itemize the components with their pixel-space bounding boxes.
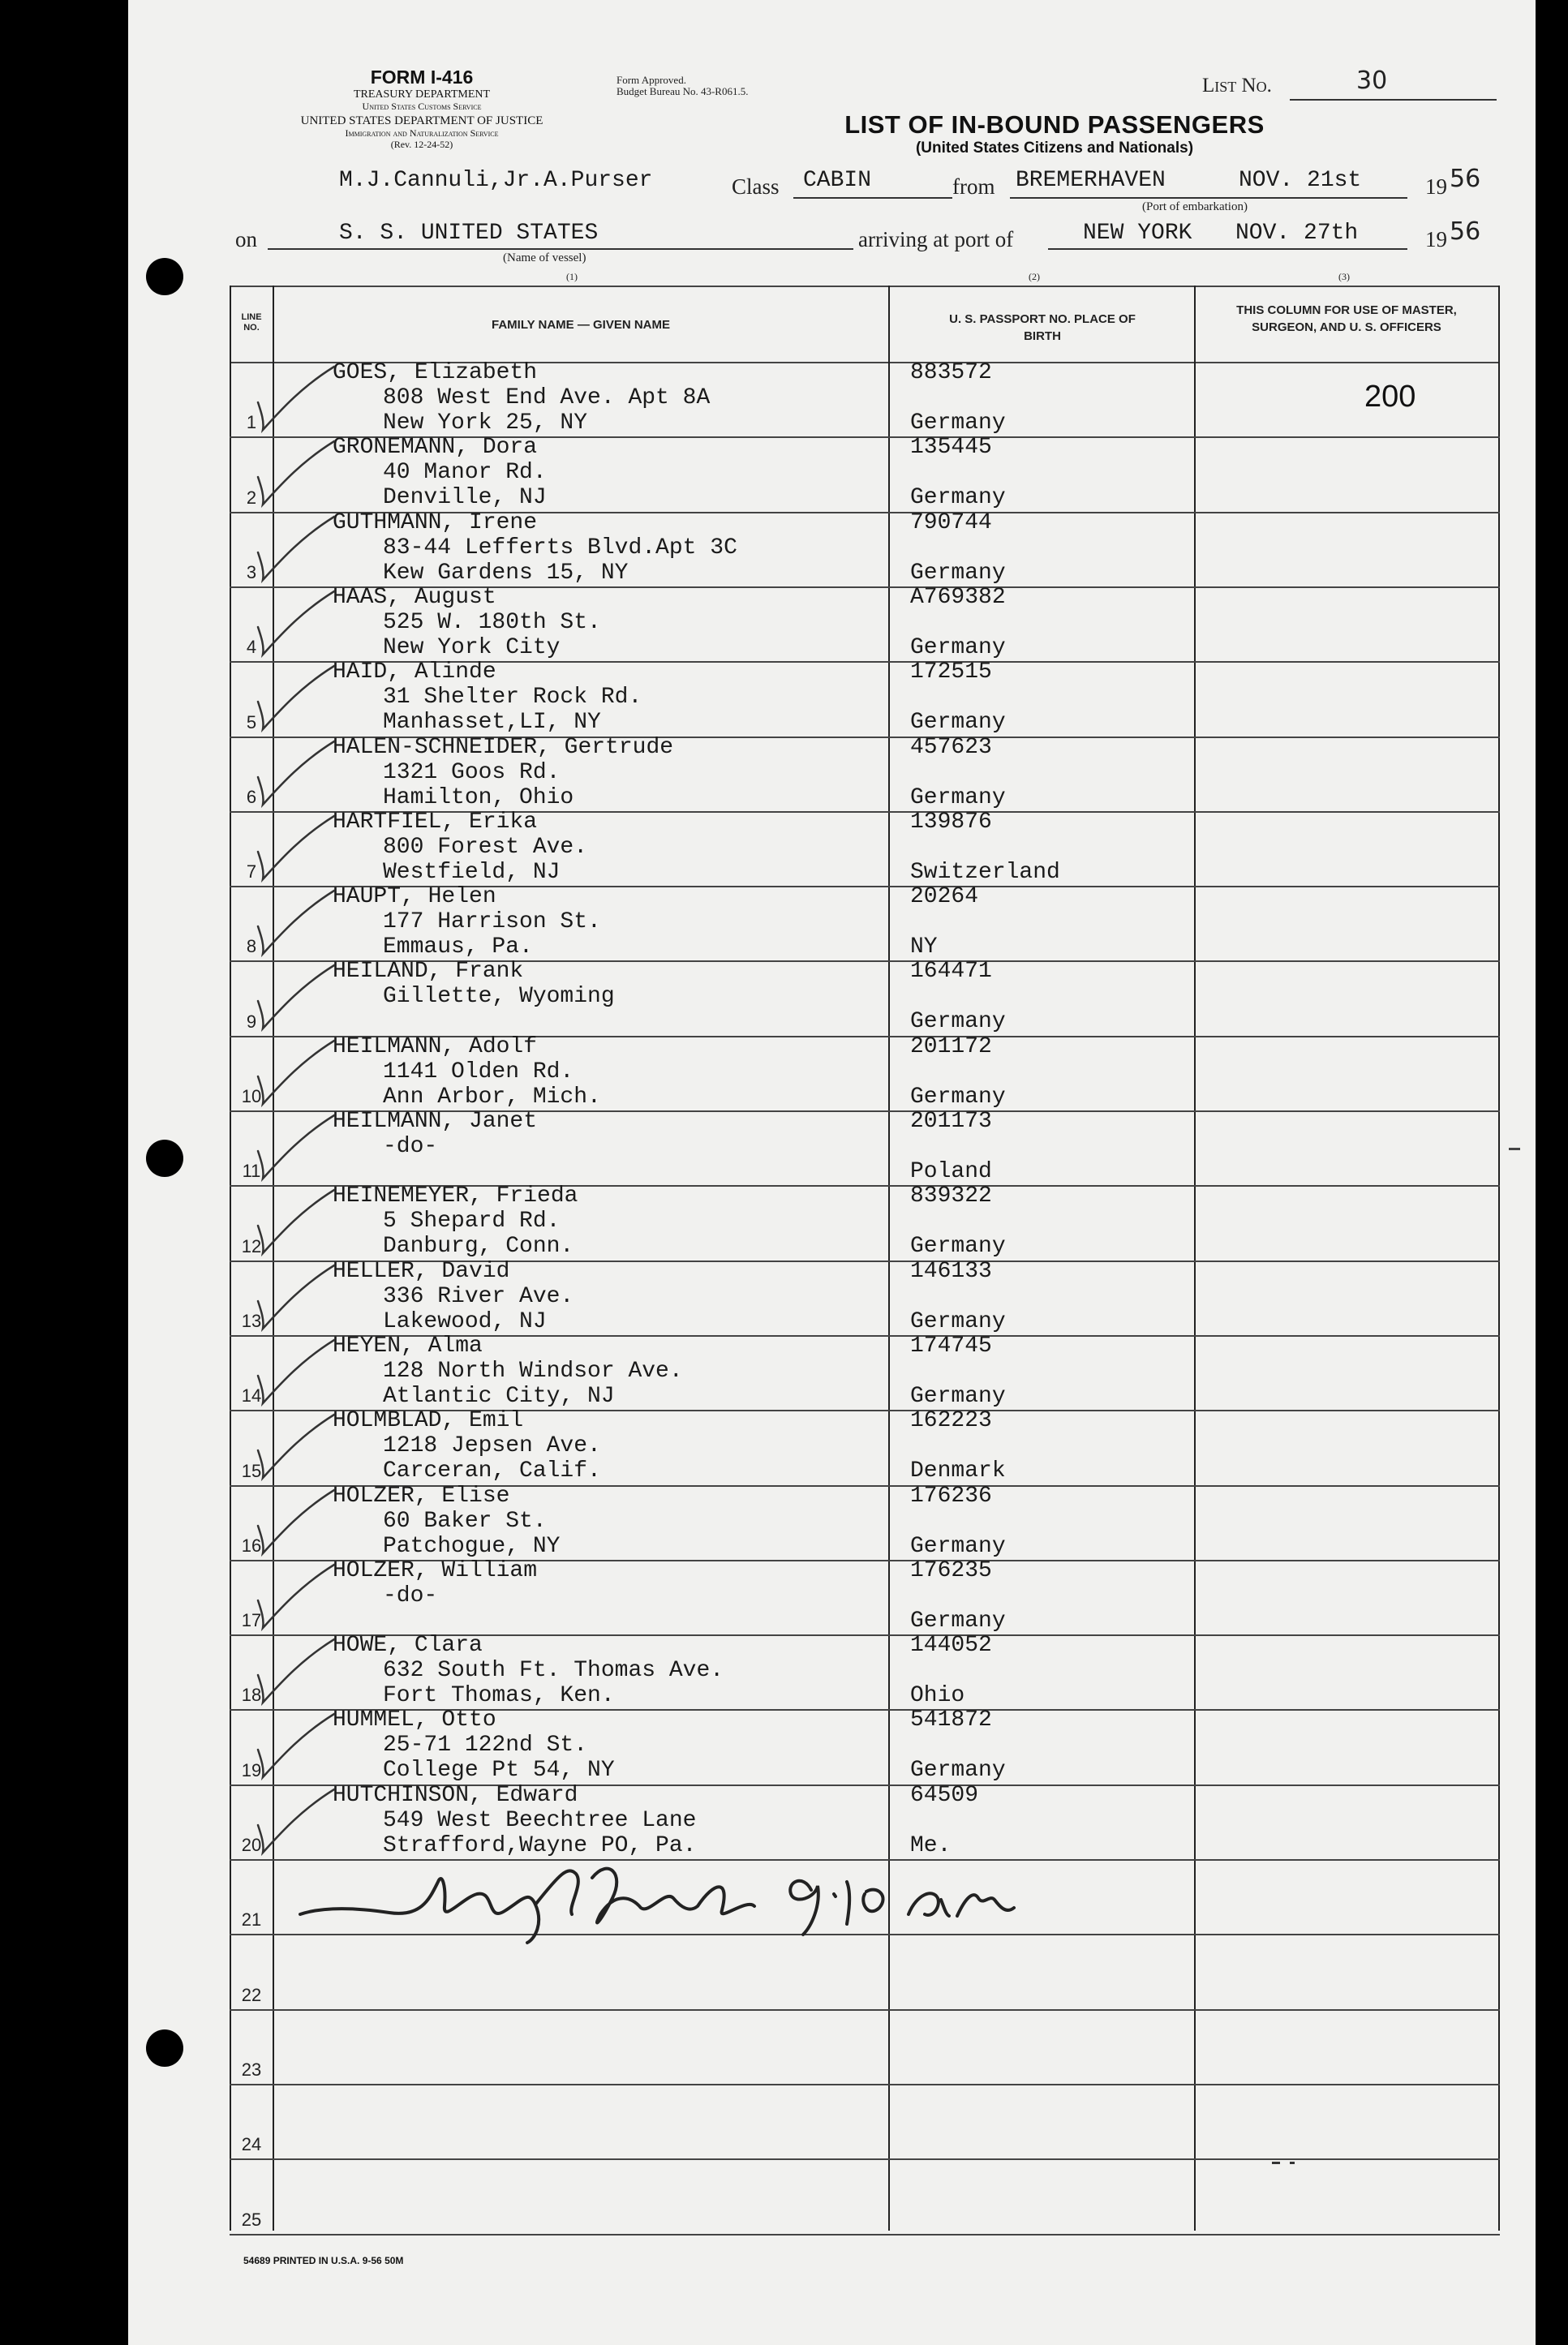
col-num-1: (1)	[566, 271, 578, 282]
margin-mark	[1509, 1148, 1520, 1150]
line-number: 22	[241, 1985, 262, 2005]
passenger-address-2: Denville, NJ	[383, 485, 547, 510]
budget-bureau-text: Budget Bureau No. 43-R061.5.	[616, 85, 749, 97]
check-mark-icon	[243, 813, 341, 886]
passenger-address-1: 808 West End Ave. Apt 8A	[383, 385, 711, 410]
check-mark-icon	[243, 1037, 341, 1110]
passenger-name: HAUPT, Helen	[333, 884, 496, 909]
place-of-birth: Ohio	[910, 1683, 965, 1708]
line-number: 8	[246, 936, 257, 956]
line-number: 4	[246, 637, 257, 657]
passenger-name: HAID, Alinde	[333, 659, 496, 685]
vessel-name: S. S. UNITED STATES	[339, 221, 599, 246]
passport-number: 146133	[910, 1259, 992, 1284]
line-number: 2	[246, 487, 257, 508]
header-name: FAMILY NAME — GIVEN NAME	[491, 318, 671, 332]
dept-justice-sub: Immigration and Naturalization Service	[345, 127, 499, 139]
line-number: 6	[246, 787, 257, 807]
line-number: 1	[246, 412, 257, 432]
line-number: 14	[241, 1385, 262, 1406]
depart-date: NOV. 21st	[1239, 168, 1362, 193]
passenger-name: GUTHMANN, Irene	[333, 510, 538, 535]
check-mark-icon	[243, 363, 341, 436]
year-prefix-2: 19	[1425, 227, 1447, 251]
place-of-birth: Germany	[910, 410, 1006, 436]
check-mark-icon	[243, 738, 341, 811]
check-mark-icon	[243, 962, 341, 1035]
row-rule	[230, 2084, 1500, 2085]
check-mark-icon	[243, 513, 341, 586]
passenger-name: GOES, Elizabeth	[333, 360, 538, 385]
arrival-year: 56	[1450, 217, 1481, 246]
passport-number: 172515	[910, 659, 992, 685]
form-approval	[616, 75, 748, 97]
list-number: 30	[1356, 67, 1388, 95]
passport-number: 144052	[910, 1633, 992, 1658]
line-number: 18	[241, 1685, 262, 1705]
passenger-address-2: New York City	[383, 635, 561, 660]
passenger-name: HUMMEL, Otto	[333, 1707, 496, 1733]
place-of-birth: Switzerland	[910, 860, 1060, 885]
vessel-caption: (Name of vessel)	[503, 251, 586, 264]
place-of-birth: Me.	[910, 1833, 952, 1858]
passport-number: 64509	[910, 1783, 979, 1808]
punch-hole	[146, 1140, 183, 1177]
passenger-address-2: Fort Thomas, Ken.	[383, 1683, 615, 1708]
place-of-birth: NY	[910, 934, 938, 960]
list-no-label: List No.	[1202, 75, 1272, 97]
dept-treasury: TREASURY DEPARTMENT	[353, 88, 491, 101]
port-caption: (Port of embarkation)	[1142, 200, 1248, 213]
passenger-address-1: 1321 Goos Rd.	[383, 760, 561, 785]
line-number: 17	[241, 1610, 262, 1630]
check-mark-icon	[243, 1112, 341, 1185]
check-mark-icon	[243, 1262, 341, 1335]
passenger-name: HOWE, Clara	[333, 1633, 483, 1658]
place-of-birth: Germany	[910, 1608, 1006, 1634]
passenger-name: HEYEN, Alma	[333, 1334, 483, 1359]
line-number: 11	[242, 1161, 261, 1181]
line-number: 19	[241, 1760, 262, 1780]
passport-number: 883572	[910, 360, 992, 385]
check-mark-icon	[243, 887, 341, 960]
passenger-name: HOLZER, Elise	[333, 1484, 510, 1509]
place-of-birth: Germany	[910, 635, 1006, 660]
passenger-address-2: Ann Arbor, Mich.	[383, 1084, 601, 1110]
passenger-address-1: 800 Forest Ave.	[383, 835, 588, 860]
line-number: 13	[241, 1311, 262, 1331]
col-divider-3	[1194, 286, 1196, 2231]
passenger-address-2: Manhasset,LI, NY	[383, 710, 601, 735]
passenger-address-1: 1218 Jepsen Ave.	[383, 1433, 601, 1458]
passenger-address-1: 25-71 122nd St.	[383, 1733, 588, 1758]
line-number: 25	[241, 2210, 262, 2230]
col-num-3: (3)	[1338, 271, 1350, 282]
passport-number: 201173	[910, 1109, 992, 1134]
line-number: 10	[241, 1086, 262, 1106]
header-passport: U. S. PASSPORT NO. PLACE OF BIRTH	[949, 312, 1136, 343]
check-mark-icon	[243, 1786, 341, 1859]
page-title: LIST OF IN-BOUND PASSENGERS	[844, 110, 1265, 139]
passenger-address-2: Kew Gardens 15, NY	[383, 560, 629, 586]
passenger-address-2: Strafford,Wayne PO, Pa.	[383, 1833, 697, 1858]
line-number: 20	[241, 1835, 262, 1855]
on-label: on	[235, 227, 257, 251]
passenger-name: HEILMANN, Adolf	[333, 1034, 538, 1059]
passport-number: 135445	[910, 435, 992, 460]
table-border-right	[1498, 286, 1500, 2231]
officer-remark: 200	[1364, 380, 1416, 414]
passenger-address-2: Hamilton, Ohio	[383, 785, 574, 810]
place-of-birth: Germany	[910, 1009, 1006, 1034]
row-rule	[230, 2234, 1500, 2235]
passenger-address-2: Carceran, Calif.	[383, 1458, 601, 1484]
passenger-address-2: Lakewood, NJ	[383, 1309, 547, 1334]
passenger-name: HELLER, David	[333, 1259, 510, 1284]
passport-number: 790744	[910, 510, 992, 535]
check-mark-icon	[243, 438, 341, 511]
table-border-top	[230, 286, 1500, 287]
dept-treasury-sub: United States Customs Service	[362, 101, 482, 112]
line-number: 21	[241, 1909, 262, 1930]
form-number: FORM I-416	[370, 67, 474, 88]
arrival-port: NEW YORK	[1083, 221, 1192, 246]
table-border-left	[230, 286, 231, 2231]
passenger-address-1: 31 Shelter Rock Rd.	[383, 685, 642, 710]
row-rule	[230, 2158, 1500, 2160]
depart-year: 56	[1450, 165, 1481, 193]
passenger-address-1: 549 West Beechtree Lane	[383, 1808, 697, 1833]
print-footer: 54689 PRINTED IN U.S.A. 9-56 50M	[243, 2255, 404, 2266]
place-of-birth: Germany	[910, 785, 1006, 810]
passenger-address-2: New York 25, NY	[383, 410, 588, 436]
passport-number: 20264	[910, 884, 979, 909]
passenger-address-1: 177 Harrison St.	[383, 909, 601, 934]
title-block	[811, 110, 1298, 157]
passenger-address-2: Atlantic City, NJ	[383, 1384, 615, 1409]
passport-number: 174745	[910, 1334, 992, 1359]
passenger-address-1: -do-	[383, 1583, 438, 1608]
passenger-address-1: 632 South Ft. Thomas Ave.	[383, 1658, 724, 1683]
passport-number: A769382	[910, 585, 1006, 610]
passport-number: 162223	[910, 1408, 992, 1433]
line-number: 16	[241, 1535, 262, 1556]
passenger-address-2: College Pt 54, NY	[383, 1758, 615, 1783]
check-mark-icon	[243, 1711, 341, 1784]
check-mark-icon	[243, 1487, 341, 1560]
line-number: 3	[246, 562, 257, 582]
passenger-address-2: Emmaus, Pa.	[383, 934, 533, 960]
check-mark-icon	[243, 663, 341, 736]
punch-hole	[146, 258, 183, 295]
passenger-address-1: 336 River Ave.	[383, 1284, 574, 1309]
check-mark-icon	[243, 1636, 341, 1709]
place-of-birth: Poland	[910, 1159, 992, 1184]
passenger-name: HAAS, August	[333, 585, 496, 610]
passenger-address-1: 83-44 Lefferts Blvd.Apt 3C	[383, 535, 737, 560]
place-of-birth: Germany	[910, 1534, 1006, 1559]
passenger-address-1: -do-	[383, 1134, 438, 1159]
passenger-address-1: 1141 Olden Rd.	[383, 1059, 574, 1084]
row-rule	[230, 2009, 1500, 2011]
line-number: 23	[241, 2059, 262, 2080]
passenger-address-1: Gillette, Wyoming	[383, 984, 615, 1009]
passport-number: 176236	[910, 1484, 992, 1509]
embark-port: BREMERHAVEN	[1016, 168, 1166, 193]
margin-mark	[1272, 2162, 1280, 2164]
purser-name: M.J.Cannuli,Jr.A.Purser	[339, 168, 653, 193]
passenger-name: HOLZER, William	[333, 1558, 538, 1583]
line-number: 9	[246, 1011, 257, 1032]
passenger-name: HOLMBLAD, Emil	[333, 1408, 524, 1433]
form-approved-text: Form Approved.	[616, 74, 686, 86]
passport-number: 541872	[910, 1707, 992, 1733]
passenger-name: HEILAND, Frank	[333, 959, 524, 984]
line-number: 7	[246, 861, 257, 882]
passenger-name: HALEN-SCHNEIDER, Gertrude	[333, 735, 674, 760]
place-of-birth: Germany	[910, 1309, 1006, 1334]
passenger-address-2: Danburg, Conn.	[383, 1234, 574, 1259]
passenger-name: GRONEMANN, Dora	[333, 435, 538, 460]
passenger-name: HEINEMEYER, Frieda	[333, 1183, 578, 1209]
place-of-birth: Germany	[910, 1758, 1006, 1783]
passenger-address-2: Patchogue, NY	[383, 1534, 561, 1559]
year-prefix: 19	[1425, 174, 1447, 199]
passport-number: 457623	[910, 735, 992, 760]
arriving-label: arriving at port of	[858, 227, 1014, 251]
arrival-date: NOV. 27th	[1235, 221, 1359, 246]
check-mark-icon	[243, 1337, 341, 1410]
inspector-signature	[292, 1849, 1063, 1947]
class-label: Class	[732, 174, 780, 199]
col-num-2: (2)	[1029, 271, 1040, 282]
check-mark-icon	[243, 1561, 341, 1634]
line-number: 24	[241, 2134, 262, 2154]
place-of-birth: Germany	[910, 1084, 1006, 1110]
check-mark-icon	[243, 1187, 341, 1260]
dept-justice: UNITED STATES DEPARTMENT OF JUSTICE	[300, 114, 543, 127]
passenger-address-1: 128 North Windsor Ave.	[383, 1359, 683, 1384]
place-of-birth: Germany	[910, 1234, 1006, 1259]
form-revision: (Rev. 12-24-52)	[390, 139, 453, 150]
passenger-address-1: 60 Baker St.	[383, 1509, 547, 1534]
line-number: 12	[241, 1236, 262, 1256]
passport-number: 139876	[910, 810, 992, 835]
passenger-address-2: Westfield, NJ	[383, 860, 561, 885]
place-of-birth: Germany	[910, 1384, 1006, 1409]
form-header-block	[243, 67, 600, 150]
margin-mark	[1290, 2162, 1295, 2164]
passenger-name: HARTFIEL, Erika	[333, 810, 538, 835]
check-mark-icon	[243, 1411, 341, 1484]
passport-number: 839322	[910, 1183, 992, 1209]
place-of-birth: Germany	[910, 485, 1006, 510]
passenger-address-1: 525 W. 180th St.	[383, 610, 601, 635]
line-number: 15	[241, 1461, 262, 1481]
passport-number: 176235	[910, 1558, 992, 1583]
passenger-address-1: 40 Manor Rd.	[383, 460, 547, 485]
check-mark-icon	[243, 588, 341, 661]
place-of-birth: Germany	[910, 560, 1006, 586]
class-value: CABIN	[803, 168, 872, 193]
page-subtitle: (United States Citizens and Nationals)	[915, 140, 1194, 157]
punch-hole	[146, 2029, 183, 2067]
place-of-birth: Denmark	[910, 1458, 1006, 1484]
header-line-no: LINE NO.	[241, 312, 262, 333]
place-of-birth: Germany	[910, 710, 1006, 735]
passenger-name: HUTCHINSON, Edward	[333, 1783, 578, 1808]
line-number: 5	[246, 712, 257, 732]
passport-number: 201172	[910, 1034, 992, 1059]
passport-number: 164471	[910, 959, 992, 984]
passenger-address-1: 5 Shepard Rd.	[383, 1209, 561, 1234]
from-label: from	[952, 174, 995, 199]
header-officers: THIS COLUMN FOR USE OF MASTER, SURGEON, AND U. S. OFFICERS	[1236, 303, 1457, 334]
passenger-name: HEILMANN, Janet	[333, 1109, 538, 1134]
